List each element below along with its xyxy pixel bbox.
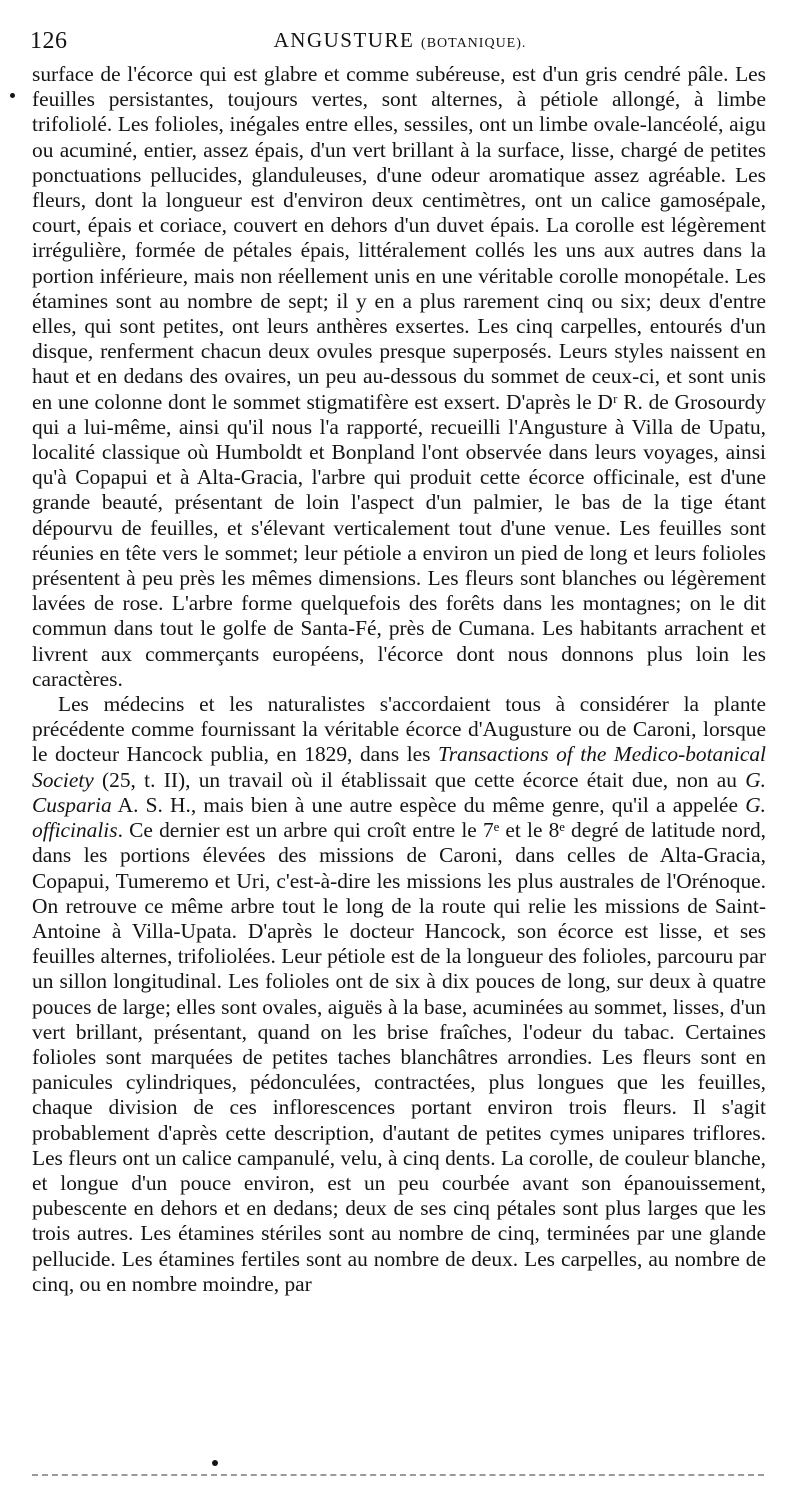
species-name-officinalis: G. officinalis	[32, 792, 766, 843]
species-name-cusparia: G. Cusparia	[32, 767, 766, 817]
paragraph-2-text-a: Les médecins et les naturalistes s'accordaient tous à considérer la plante précédente comme fournissant la véritable écorce d'Augusture ou de Caroni, lorsque le docteur Hancock publia, en 1829, dans les	[32, 692, 766, 767]
journal-title: Transactions of the Medico-botanical Society	[32, 742, 766, 792]
footer-rule	[32, 1474, 764, 1476]
page-number: 126	[30, 28, 68, 54]
running-title-subtitle: (BOTANIQUE).	[421, 36, 527, 51]
running-header	[30, 28, 770, 60]
running-title-main: ANGUSTURE	[273, 28, 415, 52]
paragraph-2-text-b: (25, t. II), un travail où il établissait que cette écorce était due, non au	[93, 767, 746, 792]
footer-mark	[212, 1460, 218, 1466]
body-text	[32, 62, 766, 1297]
paragraph-1: surface de l'écorce qui est glabre et comme subéreuse, est d'un gris cendré pâle. Les feuilles persistantes, toujours vertes, sont alternes, à pétiole allongé, à limbe trifoliolé. Les folioles, inégales entre elles, sessiles, ont un limbe ovale-lancéolé, aigu ou acuminé, entier, assez épais, d'un vert brillant à la surface, lisse, chargé de petites ponctuations pellucides, glanduleuses, d'une odeur aromatique assez agréable. Les fleurs, dont la longueur est d'environ deux centimètres, ont un calice gamosépale, court, épais et coriace, couvert en dehors d'un duvet épais. La corolle est légèrement irrégulière, formée de pétales épais, littéralement collés les uns aux autres dans la portion inférieure, mais non réellement unis en une véritable corolle monopétale. Les étamines sont au nombre de sept; il y en a plus rarement cinq ou six; deux d'entre elles, qui sont petites, ont leurs anthères exsertes. Les cinq carpelles, entourés d'un disque, renferment chacun deux ovules presque superposés. Leurs styles naissent en haut et en dedans des ovaires, un peu au-dessous du sommet de ceux-ci, et sont unis en une colonne dont le sommet stigmatifère est exsert. D'après le Dʳ R. de Grosourdy qui a lui-même, ainsi qu'il nous l'a rapporté, recueilli l'Angusture à Villa de Upatu, localité classique où Humboldt et Bonpland l'ont observée dans leurs voyages, ainsi qu'à Copapui et à Alta-Gracia, l'arbre qui produit cette écorce officinale, est d'une grande beauté, présentant de loin l'aspect d'un palmier, le bas de la tige étant dépourvu de feuilles, et s'élevant verticalement tout d'une venue. Les feuilles sont réunies en tête vers le sommet; leur pétiole a environ un pied de long et leurs folioles présentent à peu près les mêmes dimensions. Les fleurs sont blanches ou légèrement lavées de rose. L'arbre forme quelquefois des forêts dans les montagnes; on le dit commun dans tout le golfe de Santa-Fé, près de Cumana. Les habitants arrachent et livrent aux commerçants européens, l'écorce dont nous donnons plus loin les caractères.	[32, 62, 766, 691]
margin-dot	[10, 93, 15, 98]
running-title	[30, 28, 770, 53]
paragraph-2	[32, 692, 766, 1297]
paragraph-2-text-c: A. S. H., mais bien à une autre espèce du même genre, qu'il a appelée	[111, 792, 746, 817]
paragraph-2-text-d: . Ce dernier est un arbre qui croît entre le 7ᵉ et le 8ᵉ degré de latitude nord, dans les portions élevées des missions de Caroni, dans celles de Alta-Gracia, Copapui, Tumeremo et Uri, c'est-à-dire les missions les plus australes de l'Orénoque. On retrouve ce même arbre tout le long de la route qui relie les missions de Saint-Antoine à Villa-Upata. D'après le docteur Hancock, son écorce est lisse, et ses feuilles alternes, trifoliolées. Leur pétiole est de la longueur des folioles, parcouru par un sillon longitudinal. Les folioles ont de six à dix pouces de long, sur deux à quatre pouces de large; elles sont ovales, aiguës à la base, acuminées au sommet, lisses, d'un vert brillant, présentant, quand on les brise fraîches, l'odeur du tabac. Certaines folioles sont marquées de petites taches blanchâtres arrondies. Les fleurs sont en panicules cylindriques, pédonculées, contractées, plus longues que les feuilles, chaque division de ces inflorescences portant environ trois fleurs. Il s'agit probablement d'après cette description, d'autant de petites cymes unipares triflores. Les fleurs ont un calice campanulé, velu, à cinq dents. La corolle, de couleur blanche, et longue d'un pouce environ, est un peu courbée avant son épanouissement, pubescente en dehors et en dedans; deux de ses cinq pétales sont plus larges que les trois autres. Les étamines stériles sont au nombre de cinq, terminées par une glande pellucide. Les étamines fertiles sont au nombre de deux. Les carpelles, au nombre de cinq, ou en nombre moindre, par	[32, 818, 766, 1296]
